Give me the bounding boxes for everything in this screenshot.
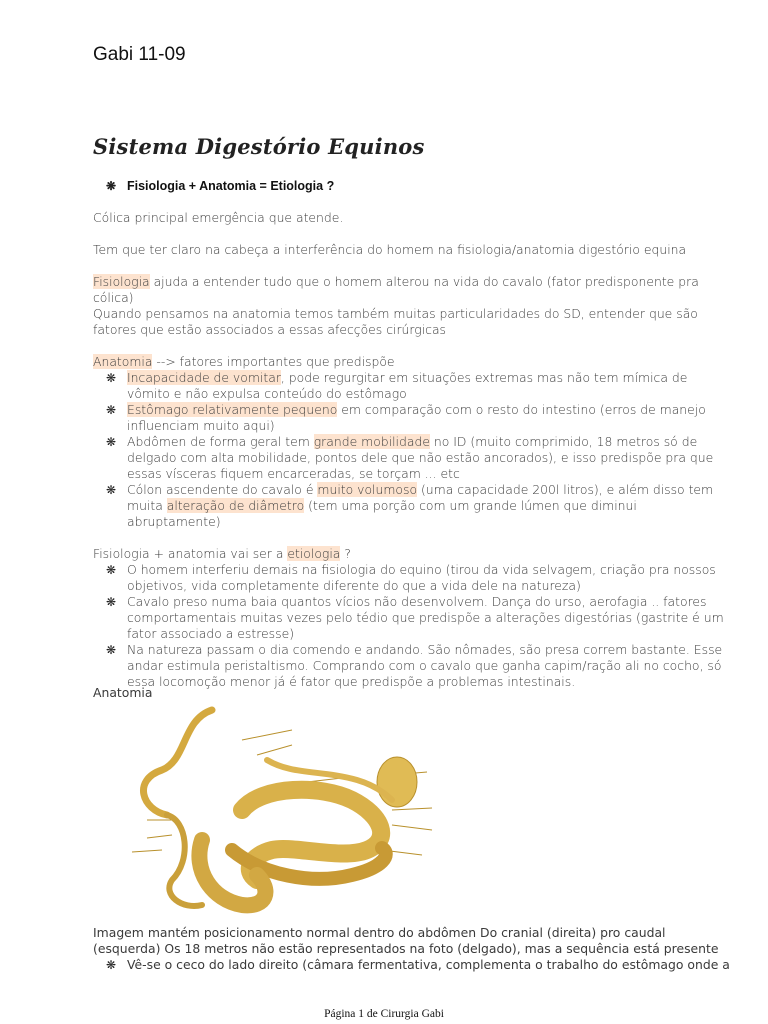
list-item-text: , pode regurgitar em situações extremas mas não tem mímica de vômito e não expulsa conteúdo do estômago — [127, 370, 688, 401]
list-item — [93, 562, 733, 594]
anatomy-intro-text: --> fatores importantes que predispõe — [152, 354, 395, 369]
etiology-list — [93, 562, 733, 690]
list-item-text: Cólon ascendente do cavalo é — [127, 482, 318, 497]
paragraph-2: Tem que ter claro na cabeça a interferência do homem na fisiologia/anatomia digestório equina — [93, 242, 687, 257]
etiology-intro — [93, 546, 733, 562]
page-title: Sistema Digestório Equinos — [93, 134, 425, 159]
list-item — [93, 402, 733, 434]
list-item — [93, 957, 733, 973]
list-item-text: (uma capacidade 200l litros), e além disso tem muita — [127, 482, 714, 513]
bullet-icon: ❋ — [106, 483, 117, 497]
page-footer: Página 1 de Cirurgia Gabi — [324, 1008, 444, 1020]
bullet-icon: ❋ — [106, 435, 117, 449]
list-item — [93, 370, 733, 402]
stomach — [377, 757, 417, 807]
highlight-etiologia: etiologia — [287, 546, 341, 561]
bullet-icon: ❋ — [106, 958, 117, 972]
bullet-icon: ❋ — [106, 595, 117, 609]
anatomy-label: Anatomia — [93, 685, 153, 700]
etiology-intro-end: ? — [340, 546, 351, 561]
leader-line — [392, 808, 432, 810]
bullet-icon: ❋ — [106, 643, 117, 657]
highlight: Incapacidade de vomitar — [127, 370, 281, 385]
highlight-anatomia: Anatomia — [93, 354, 153, 369]
leader-line — [147, 835, 172, 838]
paragraph-3-line2: Quando pensamos na anatomia temos também muitas particularidades do SD, entender que são fatores que estão associados a essas afecções cirúrgicas — [93, 306, 698, 337]
list-item-text: (tem uma porção com um grande lúmen que diminui abruptamente) — [127, 498, 637, 529]
page-header: Gabi 11-09 — [93, 44, 186, 65]
digestive-system-illustration — [92, 700, 492, 922]
bullet-icon: ❋ — [106, 371, 117, 385]
paragraph-3-text: ajuda a entender tudo que o homem alterou na vida do cavalo (fator predisponente pra cólica) — [93, 274, 699, 305]
leader-line — [242, 730, 292, 740]
list-item — [93, 594, 733, 642]
figure-caption — [93, 925, 733, 973]
leader-line — [132, 850, 162, 852]
list-item-text: Vê-se o ceco do lado direito (câmara fermentativa, complementa o trabalho do estômago onde a — [127, 957, 730, 972]
leader-line — [392, 825, 432, 830]
bullet-icon: ❋ — [106, 179, 117, 193]
caption-text: Imagem mantém posicionamento normal dentro do abdômen Do cranial (direita) pro caudal (esquerda) Os 18 metros não estão representados na foto (delgado), mas a sequência está presente — [93, 925, 719, 956]
list-item-text: Cavalo preso numa baia quantos vícios não desenvolvem. Dança do urso, aerofagia .. fatores comportamentais muitas vezes pelo tédio que predispõe a alterações digestórias (gastrite é um fator associado a estresse) — [127, 594, 724, 641]
list-item-text: no ID (muito comprimido, 18 metros só de delgado com alta mobilidade, pontos dele que não estão ancorados), e isso predispõe pra que essas vísceras fiquem encarceradas, se torçam ... etc — [127, 434, 714, 481]
list-item — [93, 642, 733, 690]
highlight: muito volumoso — [317, 482, 418, 497]
etiology-intro-text: Fisiologia + anatomia vai ser a — [93, 546, 288, 561]
bullet-icon: ❋ — [106, 403, 117, 417]
list-item — [93, 434, 733, 482]
main-content — [93, 178, 733, 690]
highlight: alteração de diâmetro — [166, 498, 305, 513]
highlight: grande mobilidade — [313, 434, 430, 449]
top-bullet-text: Fisiologia + Anatomia = Etiologia ? — [127, 179, 335, 193]
digestive-system-drawing — [92, 700, 492, 922]
highlight-fisiologia: Fisiologia — [93, 274, 150, 289]
leader-line — [257, 745, 292, 755]
top-bullet — [93, 178, 733, 194]
list-item-text: O homem interferiu demais na fisiologia do equino (tirou da vida selvagem, criação pra nossos objetivos, vida completamente diferente do que a vida dele na natureza) — [127, 562, 716, 593]
anatomy-list — [93, 370, 733, 530]
list-item — [93, 482, 733, 530]
paragraph-1: Cólica principal emergência que atende. — [93, 210, 344, 225]
list-item-text: em comparação com o resto do intestino (erros de manejo influenciam muito aqui) — [127, 402, 706, 433]
list-item-text: Abdômen de forma geral tem — [127, 434, 314, 449]
paragraph-3 — [93, 274, 733, 306]
bullet-icon: ❋ — [106, 563, 117, 577]
small-intestine — [143, 710, 212, 815]
anatomy-intro — [93, 354, 733, 370]
list-item-text: Na natureza passam o dia comendo e andando. São nômades, são presa correm bastante. Esse andar estimula peristaltismo. Comprando com o cavalo que ganha capim/ração ali no cocho, só essa locomoção menor já é fator que predispõe a problemas intestinais. — [127, 642, 723, 689]
highlight: Estômago relativamente pequeno — [127, 402, 338, 417]
